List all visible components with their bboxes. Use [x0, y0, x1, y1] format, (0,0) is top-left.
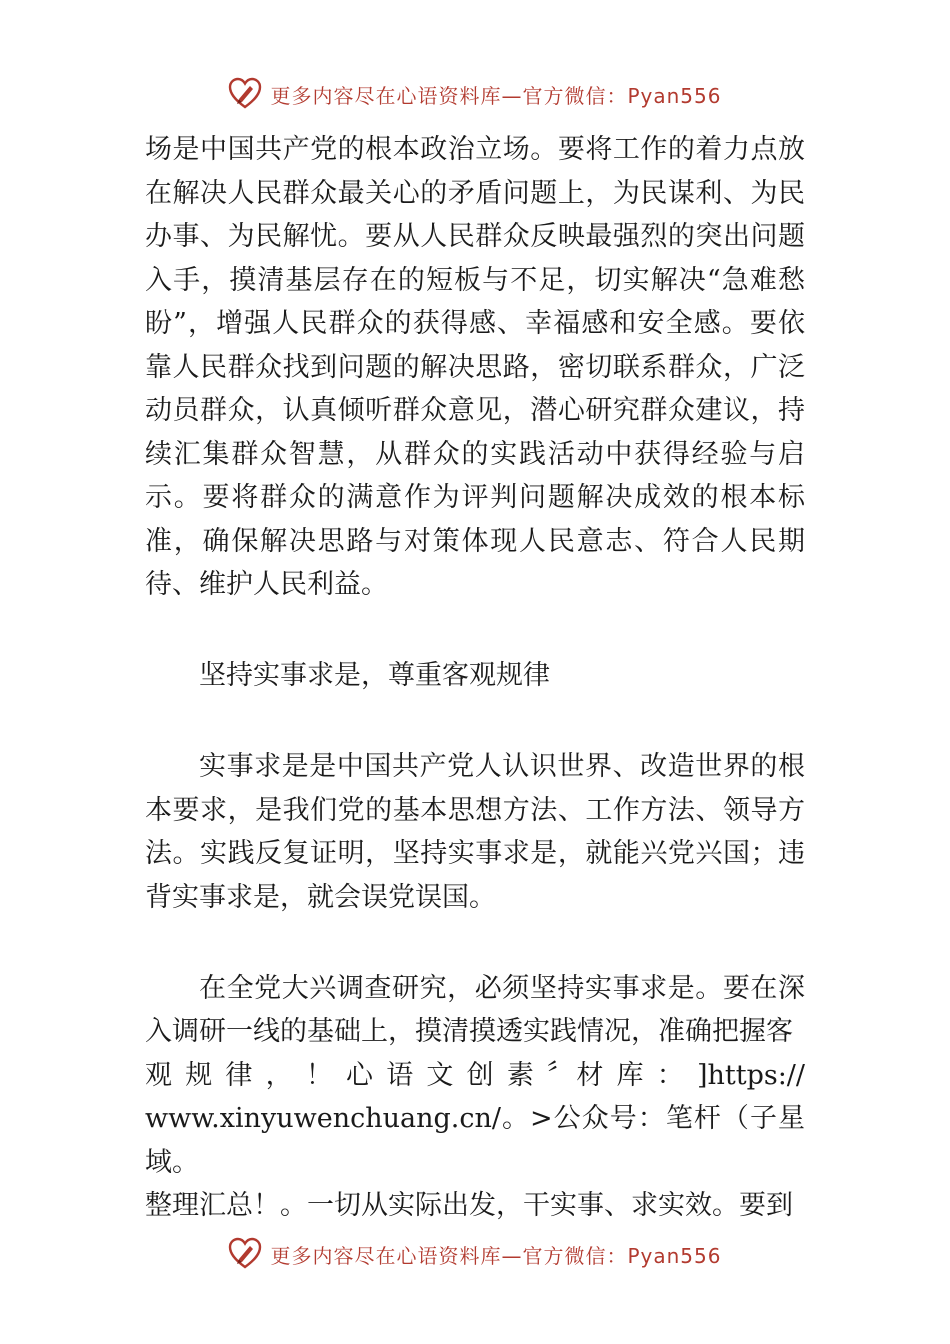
footer-banner: [0, 1232, 950, 1276]
paragraph-1: 场是中国共产党的根本政治立场。要将工作的着力点放在解决人民群众最关心的矛盾问题上，为民谋利、为民办事、为民解忧。要从人民群众反映最强烈的突出问题入手，摸清基层存在的短板与不足，切实解决“急难愁盼”，增强人民群众的获得感、幸福感和安全感。要依靠人民群众找到问题的解决思路，密切联系群众，广泛动员群众，认真倾听群众意见，潜心研究群众建议，持续汇集群众智慧，从群众的实践活动中获得经验与启示。要将群众的满意作为评判问题解决成效的根本标准，确保解决思路与对策体现人民意志、符合人民期待、维护人民利益。: [145, 134, 805, 600]
heart-pen-logo-icon: [228, 1237, 262, 1271]
footer-banner-text: 更多内容尽在心语资料库—官方微信：Pyan556: [270, 1243, 722, 1268]
paragraph-3-line-4: 整理汇总！。一切从实际出发，干实事、求实效。要到: [145, 1190, 793, 1221]
header-banner-text: 更多内容尽在心语资料库—官方微信：Pyan556: [270, 83, 722, 108]
header-banner: [0, 72, 950, 116]
paragraph-2: 实事求是是中国共产党人认识世界、改造世界的根本要求，是我们党的基本思想方法、工作方法、领导方法。实践反复证明，坚持实事求是，就能兴党兴国；违背实事求是，就会误党误国。: [145, 751, 805, 913]
paragraph-3-line-1: 在全党大兴调查研究，必须坚持实事求是。要在深入调研一线的基础上，摸清摸透实践情况，准确把握客: [145, 972, 805, 1047]
heart-pen-logo-icon: [228, 77, 262, 111]
paragraph-3-line-3: www.xinyuwenchuang.cn/。>公众号：笔杆（子星域。: [145, 1103, 805, 1178]
paragraph-3: [145, 967, 805, 1228]
paragraph-3-line-2: 观 规 律 ， ！ 心 语 文 创 素 〞材 库 ： ]https://: [145, 1059, 805, 1091]
section-heading: 坚持实事求是，尊重客观规律: [199, 660, 550, 691]
document-body: [145, 128, 805, 1228]
